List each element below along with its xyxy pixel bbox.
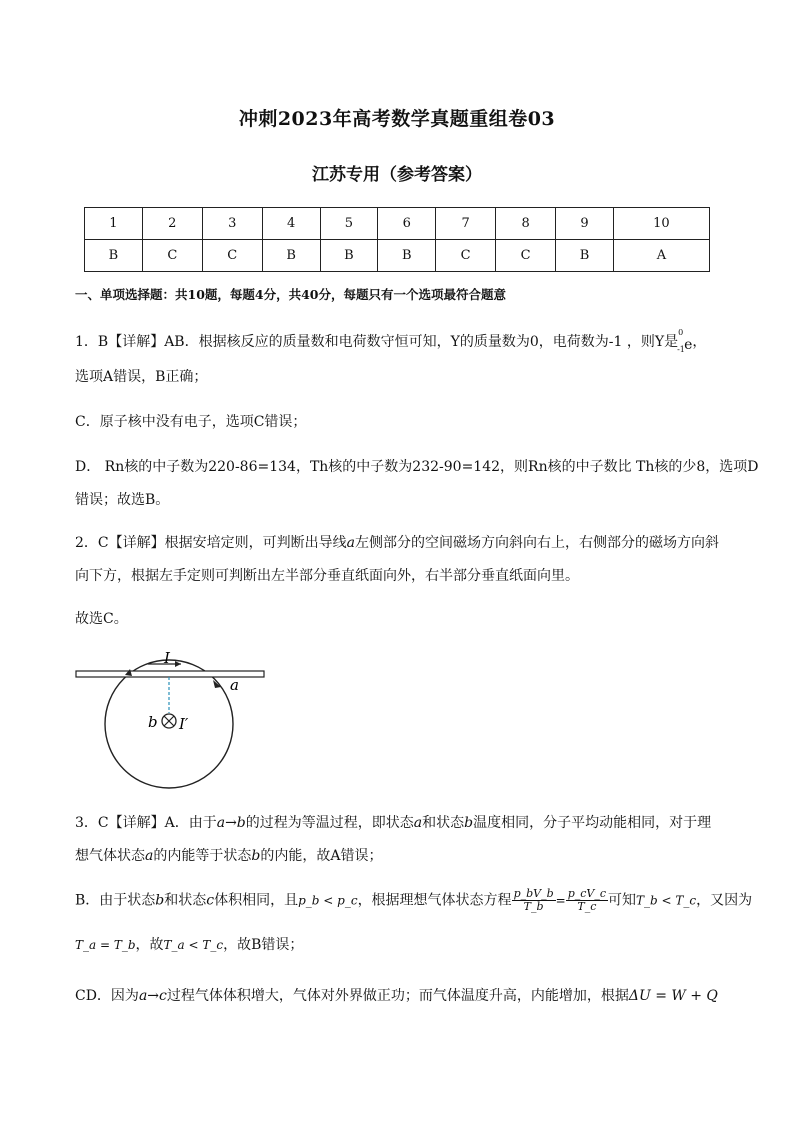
table-cell: A (613, 240, 709, 272)
section-heading: 一、单项选择题：共10题，每题4分，共40分，每题只有一个选项最符合题意 (75, 287, 506, 302)
q3-line-3 (75, 888, 752, 913)
fraction-numerator: p_cV_c (567, 887, 607, 900)
q3-text: 的内能，故A错误； (260, 848, 383, 864)
q1-line-4: D． Rn核的中子数为220-86=134，Th核的中子数为232-90=142，则Rn核的中子数比 Th核的少8，选项D (75, 459, 759, 475)
fraction-b (512, 888, 556, 913)
answer-table (84, 207, 710, 272)
q3-text: 过程气体体积增大，气体对外界做正功；而气体温度升高，内能增加，根据 (166, 988, 629, 1004)
q3-text: B．由于状态 (75, 892, 156, 909)
q3-line-1 (75, 812, 711, 832)
q3-text: 的过程为等温过程，即状态 (245, 815, 414, 831)
var-a: a (145, 848, 154, 864)
expr-pb-lt-pc: p_b < p_c (298, 893, 358, 908)
q1-text: 1．B【详解】AB．根据核反应的质量数和电荷数守恒可知，Y的质量数为0，电荷数为-1 ，则Y是 (75, 334, 679, 350)
table-cell: 1 (85, 208, 143, 240)
q3-text: 体积相同，且 (214, 892, 299, 909)
q3-text: ，又因为 (696, 892, 753, 909)
table-cell: C (436, 240, 496, 272)
expr-ta-lt-tc: T_a < T_c (163, 938, 224, 952)
table-cell: 6 (378, 208, 436, 240)
q3-line-4 (75, 934, 303, 954)
label-I: I (164, 649, 170, 667)
answer-table-number-row (85, 208, 710, 240)
q3-text: 可知 (608, 892, 637, 909)
table-cell: C (202, 240, 262, 272)
expr-tb-lt-tc: T_b < T_c (636, 893, 697, 908)
q3-text: CD．因为 (75, 988, 139, 1004)
isotope-mass: 0 (678, 328, 684, 337)
q3-text: ，故 (135, 937, 164, 953)
label-Iprime: I′ (179, 715, 189, 733)
var-b: b (464, 815, 474, 831)
q2-line-2: 向下方，根据左手定则可判断出左半部分垂直纸面向外，右半部分垂直纸面向里。 (75, 568, 579, 584)
var-a: a (346, 535, 355, 551)
isotope-symbol: e (684, 337, 693, 353)
var-b: b (155, 892, 165, 909)
document-title: 冲刺2023年高考数学真题重组卷03 (238, 108, 556, 130)
equals-sign: = (555, 893, 566, 908)
q2-line-1 (75, 532, 719, 552)
table-cell: 8 (496, 208, 556, 240)
q3-text: 和状态 (422, 815, 465, 831)
expr-a-to-c: a→c (138, 988, 167, 1004)
q3-text: 的内能等于状态 (153, 848, 252, 864)
answer-table-answer-row (85, 240, 710, 272)
table-cell: B (378, 240, 436, 272)
q3-line-5 (75, 985, 718, 1005)
table-cell: 4 (262, 208, 320, 240)
table-cell: B (85, 240, 143, 272)
isotope-notation (677, 328, 693, 354)
q2-text: 左侧部分的空间磁场方向斜向右上，右侧部分的磁场方向斜 (354, 535, 719, 551)
document-subtitle: 江苏专用（参考答案） (312, 165, 482, 185)
q3-text: ，根据理想气体状态方程 (357, 892, 512, 909)
table-cell: B (262, 240, 320, 272)
fraction-denominator: T_c (577, 900, 597, 913)
q3-text: ，故B错误； (223, 937, 304, 953)
table-cell: B (320, 240, 378, 272)
label-b: b (148, 713, 158, 731)
var-b: b (251, 848, 261, 864)
q3-text: 温度相同，分子平均动能相同，对于理 (473, 815, 712, 831)
q3-text: 3．C【详解】A．由于 (75, 815, 217, 831)
table-cell: C (142, 240, 202, 272)
fraction-numerator: p_bV_b (513, 887, 554, 900)
expr-ta-eq-tb: T_a = T_b (75, 938, 136, 952)
q3-text: 想气体状态 (75, 848, 145, 864)
table-cell: 2 (142, 208, 202, 240)
fraction-c (566, 888, 608, 913)
table-cell: 9 (556, 208, 614, 240)
table-cell: 3 (202, 208, 262, 240)
var-a: a (413, 815, 423, 831)
var-c: c (206, 892, 215, 909)
q1-line-5: 错误；故选B。 (75, 492, 170, 508)
expr-a-to-b: a→b (216, 815, 246, 831)
q1-punct: ， (692, 334, 707, 350)
table-cell: 5 (320, 208, 378, 240)
table-cell: B (556, 240, 614, 272)
q1-line-2: 选项A错误，B正确； (75, 369, 208, 385)
table-cell: 10 (613, 208, 709, 240)
q2-text: 2．C【详解】根据安培定则，可判断出导线 (75, 535, 347, 551)
table-cell: C (496, 240, 556, 272)
q3-line-2 (75, 845, 382, 865)
q2-line-3: 故选C。 (75, 611, 128, 627)
isotope-charge: -1 (677, 345, 685, 354)
label-a: a (230, 676, 239, 694)
q1-line-1 (75, 328, 707, 354)
fraction-denominator: T_b (523, 900, 544, 913)
q1-line-3: C．原子核中没有电子，选项C错误； (75, 414, 307, 430)
magnetic-field-figure (70, 645, 280, 795)
arrowhead-icon (175, 661, 181, 667)
q3-text: 和状态 (164, 892, 207, 909)
expr-first-law: ΔU = W + Q (628, 988, 718, 1004)
table-cell: 7 (436, 208, 496, 240)
